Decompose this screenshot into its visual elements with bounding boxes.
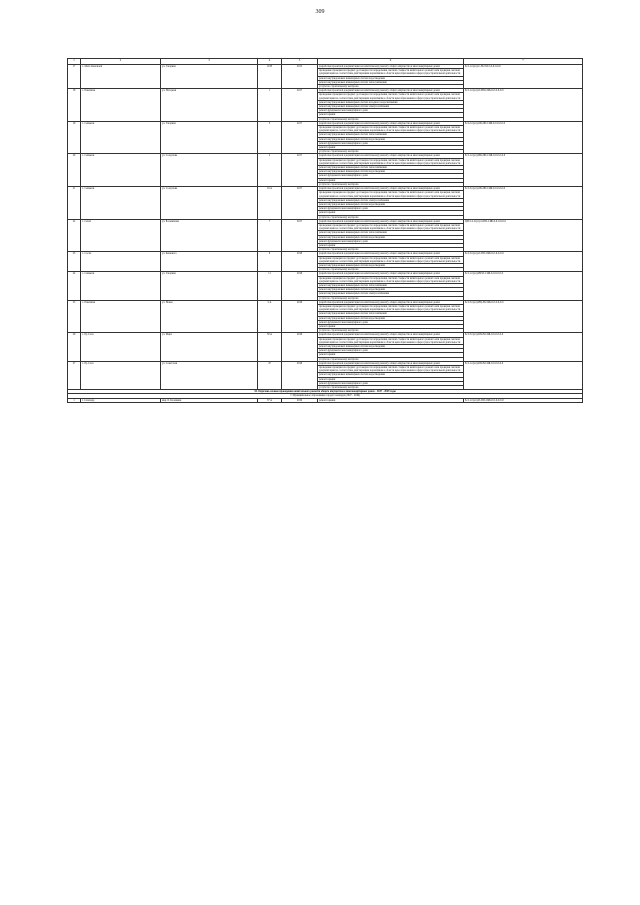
row-number: 17 bbox=[68, 65, 81, 89]
street-cell: ул. Мира bbox=[161, 333, 258, 361]
work-type-cell: ремонт крыши bbox=[318, 178, 464, 182]
table-row bbox=[68, 89, 583, 93]
work-type-cell: ремонт внутридомовых инженерных систем водоотведения bbox=[318, 288, 464, 292]
work-type-cell: ремонт внутридомовых инженерных систем теплоснабжения bbox=[318, 312, 464, 316]
street-cell: ул. Нагорная bbox=[161, 89, 258, 122]
work-type-cell: услуги по строительному контролю bbox=[318, 85, 464, 89]
work-type-cell: ремонт внутридомовых инженерных систем электроснабжения bbox=[318, 292, 464, 296]
house-cell: 7 bbox=[258, 219, 282, 252]
row-number: 19 bbox=[68, 121, 81, 154]
work-type-cell: ремонт внутридомовых инженерных систем холодного водоснабжения bbox=[318, 100, 464, 104]
work-type-cell: разработка проектной документации на капитальному ремонту общего имущества в многоквартирных домах bbox=[318, 300, 464, 304]
work-type-cell: ремонт крыши bbox=[318, 325, 464, 329]
year-cell: 2017 bbox=[282, 219, 318, 252]
street-cell: ул. Советская bbox=[161, 361, 258, 389]
year-cell: 2018 bbox=[282, 361, 318, 389]
work-type-cell: разработка проектной документации на капитальному ремонту общего имущества в многоквартирных домах bbox=[318, 89, 464, 93]
work-type-cell: разработка проектной документации на капитальному ремонту общего имущества в многоквартирных домах bbox=[318, 252, 464, 256]
house-cell: 47 bbox=[258, 361, 282, 389]
house-code-cell: Б-3-3-С(кт)-БП-Н-СЯБ-0-0-0-0-0-0 bbox=[464, 333, 583, 361]
work-type-cell: ремонт крыши bbox=[318, 113, 464, 117]
work-type-cell: ремонт внутридомовых инженерных систем электроснабжения bbox=[318, 198, 464, 202]
house-code-cell: Б-3-2-С(кт)-ОБ-ПП-СЯБ-0-0-0-0-0-0 bbox=[464, 121, 583, 154]
table-row bbox=[68, 187, 583, 191]
work-type-cell: ремонт внутридомовых инженерных систем водоотведения bbox=[318, 170, 464, 174]
work-type-cell: ремонт внутридомовых инженерных систем водоотведения bbox=[318, 137, 464, 141]
work-type-cell: услуги по строительному контролю bbox=[318, 296, 464, 300]
settlement-cell: с. Сеймели bbox=[81, 187, 161, 220]
work-type-cell: услуги по строительному контролю bbox=[318, 215, 464, 219]
settlement-cell: с. Павлипея bbox=[81, 89, 161, 122]
street-cell: ул. Гагарина bbox=[161, 65, 258, 89]
house-cell: 1 bbox=[258, 89, 282, 122]
work-type-cell: разработка проектной документации на капитальному ремонту общего имущества в многоквартирных домах bbox=[318, 121, 464, 125]
house-cell: 16 В bbox=[258, 65, 282, 89]
house-code-cell: Б-3-3-С(кт)-О-ПП-СЯБ-0-0-0-0-0-0 bbox=[464, 252, 583, 272]
settlement-cell: с. Малт-Камсилей bbox=[81, 65, 161, 89]
row-number: 20 bbox=[68, 154, 81, 187]
table-row bbox=[68, 121, 583, 125]
street-cell: ул. Больничная bbox=[161, 219, 258, 252]
work-type-cell: ремонт внутридомовых инженерных систем теплоснабжения bbox=[318, 80, 464, 84]
year-cell: 2015 bbox=[282, 65, 318, 89]
work-type-cell: ремонт внутридомовых инженерных систем водоотведения bbox=[318, 76, 464, 80]
table-row bbox=[68, 398, 583, 402]
table-row bbox=[68, 252, 583, 256]
work-type-cell: разработка проектной документации на капитальному ремонту общего имущества в многоквартирных домах bbox=[318, 272, 464, 276]
street-cell: мкр. Б. Колемкин bbox=[161, 398, 258, 402]
row-number: 1 bbox=[68, 398, 81, 402]
work-type-cell: проведение проверки на предмет достоверности определения сметной стоимости капитального ремонта или проверки сметной документации на соответствие действующим нормативам в области ценообразования в сфере градостроительной деятельности bbox=[318, 158, 464, 165]
work-type-cell: ремонт фундамента многоквартирного дома bbox=[318, 349, 464, 353]
table-row bbox=[68, 300, 583, 304]
work-type-cell: ремонт фундамента многоквартирного дома bbox=[318, 381, 464, 385]
house-code-cell: Б-3-3-С(кт)-ВЦ-Н-СЯБ-0-0-0-0-0-0 bbox=[464, 300, 583, 333]
work-type-cell: ремонт внутридомовых инженерных систем теплоснабжения bbox=[318, 231, 464, 235]
table-row bbox=[68, 272, 583, 276]
row-number: 23 bbox=[68, 252, 81, 272]
row-number: 26 bbox=[68, 333, 81, 361]
house-code-cell: Б-3-1-С(кт)-ВР-П-СЯБ-0-0-0-0-0-0 bbox=[464, 272, 583, 300]
table-row bbox=[68, 154, 583, 158]
year-cell: 2017 bbox=[282, 89, 318, 122]
page-number: 309 bbox=[315, 9, 325, 15]
house-cell: 2 bbox=[258, 154, 282, 187]
work-type-cell: ремонт фундамента многоквартирного дома bbox=[318, 239, 464, 243]
street-cell: ул. Новая bbox=[161, 300, 258, 333]
street-cell: ул. Гагарина bbox=[161, 272, 258, 300]
work-type-cell: проведение проверки на предмет достоверности определения сметной стоимости капитального ремонта или проверки сметной документации на соответствие действующим нормативам в области ценообразования в сфере градостроительной деятельности bbox=[318, 276, 464, 283]
work-type-cell: ремонт крыши bbox=[318, 211, 464, 215]
work-type-cell: ремонт фундамента многоквартирного дома bbox=[318, 207, 464, 211]
work-type-cell: разработка проектной документации на капитальному ремонту общего имущества в многоквартирных домах bbox=[318, 333, 464, 337]
work-type-cell: ремонт крыши bbox=[318, 243, 464, 247]
work-type-cell: услуги по строительному контролю bbox=[318, 268, 464, 272]
work-type-cell: ремонт фундамента многоквартирного дома bbox=[318, 174, 464, 178]
row-number: 25 bbox=[68, 300, 81, 333]
col-header: 2 bbox=[81, 59, 161, 65]
work-type-cell: ремонт внутридомовых инженерных систем электроснабжения bbox=[318, 105, 464, 109]
year-cell: 2018 bbox=[282, 300, 318, 333]
work-type-cell: ремонт крыши bbox=[318, 398, 464, 402]
work-type-cell: проведение проверки на предмет достоверности определения сметной стоимости капитального ремонта или проверки сметной документации на соответствие действующим нормативам в области ценообразования в сфере градостроительной деятельности bbox=[318, 366, 464, 373]
year-cell: 2018 bbox=[282, 272, 318, 300]
street-cell: ул. Гагарина bbox=[161, 121, 258, 154]
register-table bbox=[67, 58, 583, 403]
table-row bbox=[68, 333, 583, 337]
work-type-cell: ремонт внутридомовых инженерных систем водоотведения bbox=[318, 345, 464, 349]
work-type-cell: ремонт внутридомовых инженерных систем водоотведения bbox=[318, 263, 464, 267]
table-row bbox=[68, 65, 583, 69]
settlement-cell: с. Сепал bbox=[81, 219, 161, 252]
work-type-cell: услуги по строительному контролю bbox=[318, 117, 464, 121]
year-cell: 2017 bbox=[282, 154, 318, 187]
street-cell: ул. Солдатова bbox=[161, 187, 258, 220]
work-type-cell: услуги по строительному контролю bbox=[318, 182, 464, 186]
year-cell: 2019 bbox=[282, 398, 318, 402]
year-cell: 2017 bbox=[282, 187, 318, 220]
col-header: 5 bbox=[282, 59, 318, 65]
house-cell: 11 bbox=[258, 272, 282, 300]
work-type-cell: проведение проверки на предмет достоверности определения сметной стоимости капитального ремонта или проверки сметной документации на соответствие действующим нормативам в области ценообразования в сфере градостроительной деятельности bbox=[318, 256, 464, 263]
settlement-cell: с. Сеймели bbox=[81, 154, 161, 187]
settlement-cell: г. Салехард bbox=[81, 398, 161, 402]
work-type-cell: услуги по строительному контролю bbox=[318, 329, 464, 333]
col-header: 7 bbox=[464, 59, 583, 65]
work-type-cell: ремонт внутридомовых инженерных систем теплоснабжения bbox=[318, 166, 464, 170]
work-type-cell: ремонт крыши bbox=[318, 377, 464, 381]
house-code-cell: Б-3-1-С(кт)-О-ВП-СЯБ-0-0-0-0-0-0 bbox=[464, 89, 583, 122]
work-type-cell: ремонт внутридомовых инженерных систем водоотведения bbox=[318, 373, 464, 377]
col-header: 3 bbox=[161, 59, 258, 65]
work-type-cell: ремонт внутридомовых инженерных систем водоотведения bbox=[318, 202, 464, 206]
work-type-cell: проведение проверки на предмет достоверности определения сметной стоимости капитального ремонта или проверки сметной документации на соответствие действующим нормативам в области ценообразования в сфере градостроительной деятельности bbox=[318, 69, 464, 76]
row-number: 27 bbox=[68, 361, 81, 389]
settlement-cell: с. Сеймели bbox=[81, 121, 161, 154]
col-header: 4 bbox=[258, 59, 282, 65]
house-cell: 9 bbox=[258, 252, 282, 272]
house-code-cell: Б-3-1-С(кт)-БП-Н-СЯБ-0-0-0-0-0-0 bbox=[464, 361, 583, 389]
house-code-cell: Б-3-1-С(кт)-ВК-ПП-СЯБ-0-0-0-0-0-0 bbox=[464, 154, 583, 187]
work-type-cell: разработка проектной документации на капитальному ремонту общего имущества в многоквартирных домах bbox=[318, 361, 464, 365]
house-code-cell: ЦИ-5-2-С(кт)-О-ПП-СЯБ-0-0-0-0-0-0 bbox=[464, 219, 583, 252]
work-type-cell: ремонт фундамента многоквартирного дома bbox=[318, 109, 464, 113]
work-type-cell: разработка проектной документации на капитальному ремонту общего имущества в многоквартирных домах bbox=[318, 154, 464, 158]
year-cell: 2018 bbox=[282, 252, 318, 272]
work-type-cell: ремонт крыши bbox=[318, 146, 464, 150]
work-type-cell: разработка проектной документации на капитальному ремонту общего имущества в многоквартирных домах bbox=[318, 219, 464, 223]
work-type-cell: услуги по строительному контролю bbox=[318, 386, 464, 390]
work-type-cell: проведение проверки на предмет достоверности определения сметной стоимости капитального ремонта или проверки сметной документации на соответствие действующим нормативам в области ценообразования в сфере градостроительной деятельности bbox=[318, 93, 464, 100]
settlement-cell: с. Ру-Сала bbox=[81, 333, 161, 361]
house-code-cell: Б-3-1-С(кт)-П-ПП-СЯБ-0-0-0-0-0-0 bbox=[464, 398, 583, 402]
year-cell: 2018 bbox=[282, 333, 318, 361]
work-type-cell: ремонт внутридомовых инженерных систем водоотведения bbox=[318, 235, 464, 239]
row-number: 24 bbox=[68, 272, 81, 300]
street-cell: ул. Кошевого bbox=[161, 252, 258, 272]
house-cell: 10 А bbox=[258, 187, 282, 220]
table-row bbox=[68, 361, 583, 365]
work-type-cell: услуги по строительному контролю bbox=[318, 248, 464, 252]
house-code-cell: Б-3-1-С(кт)-С-Н-СМ-5-0-0-0-0-0 bbox=[464, 65, 583, 89]
work-type-cell: ремонт внутридомовых инженерных систем теплоснабжения bbox=[318, 283, 464, 287]
house-cell: 37 А bbox=[258, 398, 282, 402]
house-cell: 5 А bbox=[258, 300, 282, 333]
work-type-cell: услуги по строительному контролю bbox=[318, 150, 464, 154]
street-cell: ул. Солдатова bbox=[161, 154, 258, 187]
work-type-cell: ремонт крыши bbox=[318, 353, 464, 357]
house-cell: 30 А bbox=[258, 333, 282, 361]
work-type-cell: ремонт фундамента многоквартирного дома bbox=[318, 141, 464, 145]
settlement-cell: с. Ру-Сала bbox=[81, 361, 161, 389]
section-title: XI. Перечень планов проведения капитального ремонта общего имущества в многоквартирных домах - 2047 - 2049 годы bbox=[68, 390, 583, 394]
work-type-cell: услуги по строительному контролю bbox=[318, 357, 464, 361]
col-header: 6 bbox=[318, 59, 464, 65]
row-number: 21 bbox=[68, 187, 81, 220]
house-code-cell: Б-3-3-С(кт)-ОБ-ПП-СЯБ-0-0-0-0-0-0 bbox=[464, 187, 583, 220]
row-number: 22 bbox=[68, 219, 81, 252]
table-row bbox=[68, 219, 583, 223]
subsection-title: 7. Муниципальное образование города Салехарда (2047 - 2049) bbox=[68, 394, 583, 398]
work-type-cell: проведение проверки на предмет достоверности определения сметной стоимости капитального ремонта или проверки сметной документации на соответствие действующим нормативам в области ценообразования в сфере градостроительной деятельности bbox=[318, 126, 464, 133]
work-type-cell: ремонт внутридомовых инженерных систем теплоснабжения bbox=[318, 133, 464, 137]
work-type-cell: ремонт внутридомовых инженерных систем водоотведения bbox=[318, 316, 464, 320]
settlement-cell: с. Сеймели bbox=[81, 272, 161, 300]
work-type-cell: проведение проверки на предмет достоверности определения сметной стоимости капитального ремонта или проверки сметной документации на соответствие действующим нормативам в области ценообразования в сфере градостроительной деятельности bbox=[318, 191, 464, 198]
work-type-cell: разработка проектной документации на капитальному ремонту общего имущества в многоквартирных домах bbox=[318, 187, 464, 191]
house-cell: 3 bbox=[258, 121, 282, 154]
row-number: 18 bbox=[68, 89, 81, 122]
settlement-cell: с. Павлипея bbox=[81, 300, 161, 333]
work-type-cell: разработка проектной документации на капитальному ремонту общего имущества в многоквартирных домах bbox=[318, 65, 464, 69]
work-type-cell: ремонт фундамента многоквартирного дома bbox=[318, 320, 464, 324]
col-header: 1 bbox=[68, 59, 81, 65]
year-cell: 2017 bbox=[282, 121, 318, 154]
work-type-cell: проведение проверки на предмет достоверности определения сметной стоимости капитального ремонта или проверки сметной документации на соответствие действующим нормативам в области ценообразования в сфере градостроительной деятельности bbox=[318, 223, 464, 230]
work-type-cell: проведение проверки на предмет достоверности определения сметной стоимости капитального ремонта или проверки сметной документации на соответствие действующим нормативам в области ценообразования в сфере градостроительной деятельности bbox=[318, 304, 464, 311]
work-type-cell: проведение проверки на предмет достоверности определения сметной стоимости капитального ремонта или проверки сметной документации на соответствие действующим нормативам в области ценообразования в сфере градостроительной деятельности bbox=[318, 337, 464, 344]
settlement-cell: с. Сосна bbox=[81, 252, 161, 272]
